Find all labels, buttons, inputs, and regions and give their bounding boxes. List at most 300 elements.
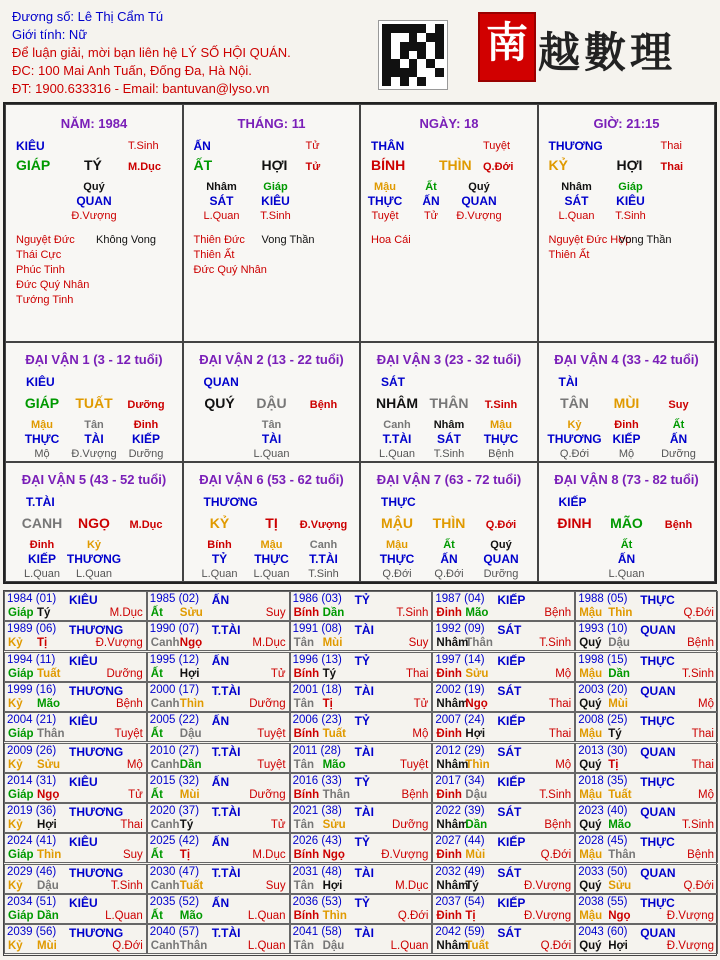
year-label: 1994 (11) (7, 653, 56, 666)
year-stage: L.Quan (247, 910, 286, 922)
year-label: 2013 (30) (578, 744, 628, 757)
pillar-cell[interactable] (183, 104, 361, 342)
year-branch: Mùi (608, 697, 628, 710)
pillar-stage: Tử (305, 161, 321, 173)
year-cell[interactable] (432, 894, 575, 924)
star-item: Thái Cực (16, 249, 62, 261)
dai-van-stage: T.Sinh (484, 399, 518, 411)
hidden-stage: L.Quan (75, 568, 113, 580)
year-god: THƯƠNG (69, 926, 124, 941)
year-label: 1993 (10) (578, 623, 628, 636)
year-stem: Mậu (579, 910, 603, 922)
year-god: TÀI (354, 805, 374, 820)
year-stem: Nhâm (436, 637, 469, 650)
hidden-stage: L.Quan (608, 568, 645, 580)
year-label: 1984 (01) (7, 593, 57, 605)
year-stem: Ất (150, 849, 163, 862)
year-god: TÀI (354, 865, 374, 880)
pillar-cell[interactable] (538, 104, 716, 342)
year-branch: Sửu (179, 607, 203, 619)
year-god: TÀI (354, 683, 374, 698)
star-item: Đức Quý Nhân (16, 279, 90, 291)
year-branch: Mùi (37, 940, 57, 953)
hidden-god: TỶ (211, 552, 228, 566)
hidden-stem: Mậu (386, 539, 408, 551)
hidden-god: KIÊU (261, 194, 290, 208)
year-cell[interactable] (432, 682, 575, 712)
year-stem: Kỷ (8, 819, 23, 832)
year-label: 2009 (26) (7, 744, 57, 757)
year-branch: Mùi (322, 637, 343, 650)
year-cell[interactable] (4, 743, 147, 773)
qr-module (382, 42, 391, 51)
year-cell[interactable] (432, 743, 575, 773)
hidden-stem: Đinh (614, 419, 639, 431)
year-cell[interactable] (432, 712, 575, 742)
year-stem: Đinh (436, 728, 462, 741)
year-cell[interactable] (147, 743, 290, 773)
year-branch: Tị (608, 758, 619, 771)
year-cell[interactable] (575, 621, 718, 651)
hidden-god: THƯƠNG (547, 432, 602, 446)
year-cell[interactable] (290, 652, 433, 682)
pillar-stem: ẤT (193, 157, 213, 173)
pillar-cell[interactable] (360, 104, 538, 342)
year-cell[interactable] (147, 591, 290, 621)
year-stem: Bính (293, 910, 320, 922)
year-cell[interactable] (290, 773, 433, 803)
qr-module (426, 51, 435, 60)
year-cell[interactable] (432, 773, 575, 803)
year-stage: Bệnh (687, 637, 714, 650)
year-god: ẤN (211, 774, 230, 789)
year-cell[interactable] (147, 712, 290, 742)
year-stem: Nhâm (436, 879, 469, 892)
year-cell[interactable] (432, 591, 575, 621)
year-stem: Mậu (579, 849, 603, 862)
hidden-stage: Dưỡng (128, 448, 164, 460)
year-stem: Giáp (8, 910, 34, 922)
hidden-stage: T.Sinh (308, 568, 339, 580)
year-stem: Giáp (8, 667, 34, 680)
dai-van-cell[interactable] (538, 342, 716, 462)
dai-van-stage: Dưỡng (127, 399, 165, 411)
year-label: 2024 (41) (7, 835, 57, 848)
year-stem: Đinh (436, 667, 462, 680)
year-god: TỶ (354, 593, 370, 607)
hidden-god: T.TÀI (309, 552, 338, 566)
hidden-stage: Đ.Vượng (71, 448, 117, 460)
year-god: TỶ (354, 835, 370, 850)
year-label: 2000 (17) (149, 683, 200, 696)
year-stage: M.Dục (109, 607, 143, 619)
year-cell[interactable] (575, 712, 718, 742)
year-cell[interactable] (575, 894, 718, 924)
qr-module (435, 33, 444, 42)
year-branch: Dần (37, 910, 59, 922)
dai-van-branch: THÌN (432, 515, 466, 531)
dai-van-cell[interactable] (183, 342, 361, 462)
dai-van-title: ĐẠI VẬN 2 (13 - 22 tuổi) (199, 352, 344, 367)
year-cell[interactable] (290, 833, 433, 863)
year-branch: Dần (608, 667, 630, 680)
year-god: ẤN (211, 593, 230, 607)
year-stem: Canh (150, 637, 180, 650)
hidden-god: QUAN (483, 552, 519, 566)
hidden-stem: Đinh (29, 539, 55, 551)
hidden-stem: Tân (261, 419, 282, 431)
year-cell[interactable] (290, 864, 433, 894)
year-label: 2003 (20) (578, 683, 628, 696)
year-cell[interactable] (147, 652, 290, 682)
year-stage: Đ.Vượng (381, 849, 429, 862)
year-god: TỶ (354, 774, 370, 789)
year-branch: Thân (322, 788, 351, 801)
dai-van-cell[interactable] (5, 462, 183, 582)
hidden-stem: Đinh (133, 419, 159, 431)
year-god: THƯƠNG (69, 744, 124, 759)
dai-van-god: T.TÀI (26, 495, 55, 509)
year-cell[interactable] (290, 743, 433, 773)
year-stem: Ất (150, 607, 163, 619)
hidden-stem: Mậu (374, 181, 396, 193)
hidden-stem: Bính (207, 539, 232, 551)
pillar-stage: M.Dục (128, 161, 161, 173)
year-branch: Hợi (37, 819, 57, 832)
year-god: ẤN (211, 714, 230, 729)
year-stem: Nhâm (436, 940, 469, 953)
star-item: Không Vong (96, 234, 156, 246)
qr-module (409, 68, 418, 77)
hidden-stem: Quý (83, 181, 105, 193)
hidden-god: TÀI (261, 432, 282, 446)
dai-van-god: THƯƠNG (203, 495, 258, 509)
year-stage: Q.Đới (683, 607, 714, 619)
year-stem: Tân (293, 758, 315, 771)
year-branch: Dậu (37, 879, 59, 892)
year-god: ẤN (211, 653, 230, 668)
year-stem: Bính (293, 728, 320, 741)
hidden-stage: Bệnh (488, 448, 514, 460)
year-cell[interactable] (432, 833, 575, 863)
year-god: KIÊU (69, 774, 98, 789)
qr-module (400, 77, 409, 86)
year-stage: Thai (120, 819, 143, 832)
year-cell[interactable] (290, 682, 433, 712)
year-branch: Tuất (322, 728, 347, 741)
year-cell[interactable] (4, 833, 147, 863)
gender: Giới tính: Nữ (12, 27, 88, 42)
year-stem: Bính (293, 667, 320, 680)
dai-van-cell[interactable] (360, 342, 538, 462)
year-label: 2041 (58) (292, 926, 342, 939)
pillar-god: KIÊU (16, 139, 45, 153)
year-god: T.TÀI (211, 744, 241, 759)
year-god: THƯƠNG (69, 865, 124, 880)
year-stem: Đinh (436, 607, 462, 619)
year-stem: Đinh (436, 910, 462, 922)
pillar-stage: Thai (660, 161, 684, 173)
year-cell[interactable] (147, 621, 290, 651)
hidden-stage: Đ.Vượng (456, 210, 502, 222)
year-cell[interactable] (432, 803, 575, 833)
qr-module (409, 59, 418, 68)
year-branch: Dậu (608, 637, 630, 650)
hidden-stage: L.Quan (253, 448, 290, 460)
qr-module (417, 68, 426, 77)
dai-van-stage: M.Dục (129, 519, 163, 531)
year-label: 2004 (21) (7, 714, 57, 727)
year-branch: Tị (37, 637, 48, 650)
year-branch: Hợi (465, 728, 486, 741)
pillar-stem: GIÁP (16, 157, 51, 173)
year-branch: Tuất (608, 788, 632, 801)
year-branch: Dậu (179, 728, 202, 741)
year-branch: Thân (608, 849, 636, 862)
year-cell[interactable] (290, 621, 433, 651)
dai-van-stem: QUÝ (204, 395, 235, 411)
year-cell[interactable] (147, 833, 290, 863)
qr-module (400, 42, 409, 51)
year-cell[interactable] (290, 803, 433, 833)
year-god: SÁT (497, 865, 522, 880)
dai-van-cell[interactable] (538, 462, 716, 582)
year-cell[interactable] (290, 712, 433, 742)
year-label: 2028 (45) (578, 835, 628, 848)
year-label: 2032 (49) (435, 865, 485, 878)
year-god: THỰC (640, 653, 675, 668)
year-cell[interactable] (4, 894, 147, 924)
pillar-stage: Q.Đới (483, 161, 514, 173)
dai-van-branch: MÙI (613, 395, 640, 411)
hidden-stem: Tân (84, 419, 104, 431)
year-god: QUAN (640, 865, 676, 880)
year-stage: Tử (128, 788, 143, 801)
hidden-stage: L.Quan (201, 568, 238, 580)
year-stage: Suy (122, 849, 143, 862)
year-stage: Tử (270, 667, 286, 680)
year-cell[interactable] (4, 803, 147, 833)
year-cell[interactable] (575, 924, 718, 954)
dai-van-cell[interactable] (183, 462, 361, 582)
contact-note: Để luận giải, mời bạn liên hệ LÝ SỐ HỘI QUÁN. (12, 45, 291, 60)
dai-van-god: SÁT (381, 375, 405, 389)
year-god: QUAN (640, 683, 676, 698)
year-stem: Canh (150, 940, 180, 953)
year-stage: Mộ (555, 758, 572, 771)
pillar-stage-top: Thai (660, 140, 682, 152)
year-branch: Tuất (465, 940, 489, 953)
qr-module (391, 77, 400, 86)
year-label: 2026 (43) (292, 835, 342, 848)
year-god: KIÊU (69, 896, 98, 910)
year-branch: Tị (465, 910, 476, 922)
hidden-god: ẤN (440, 552, 458, 566)
year-god: QUAN (640, 805, 676, 820)
year-stage: L.Quan (105, 910, 143, 922)
year-stage: Đ.Vượng (95, 637, 143, 650)
dai-van-god: KIẾP (558, 495, 587, 509)
dai-van-branch: DẬU (256, 395, 287, 411)
qr-module (382, 51, 391, 60)
year-cell[interactable] (290, 894, 433, 924)
hidden-stem: Ất (672, 419, 685, 431)
hidden-god: SÁT (209, 194, 234, 208)
hidden-god: THƯƠNG (66, 552, 122, 566)
year-label: 2010 (27) (149, 744, 200, 757)
year-stem: Bính (293, 849, 320, 862)
hidden-god: KIẾP (612, 432, 641, 446)
qr-code-icon[interactable] (378, 20, 448, 90)
dai-van-title: ĐẠI VẬN 4 (33 - 42 tuổi) (554, 352, 699, 367)
year-cell[interactable] (4, 773, 147, 803)
dai-van-branch: TUẤT (75, 395, 113, 411)
qr-module (435, 24, 444, 33)
year-cell[interactable] (4, 924, 147, 954)
chart-grid (3, 102, 717, 584)
dai-van-stage: Bệnh (664, 519, 693, 531)
year-label: 2015 (32) (149, 774, 200, 787)
year-cell[interactable] (4, 712, 147, 742)
qr-module (417, 33, 426, 42)
year-branch: Dần (322, 607, 345, 619)
year-stem: Đinh (436, 849, 462, 862)
pillar-god: THƯƠNG (548, 139, 603, 153)
hidden-god: KIẾP (27, 552, 57, 566)
dai-van-branch: TỊ (265, 515, 278, 531)
year-stage: T.Sinh (396, 607, 429, 619)
year-stem: Quý (579, 637, 602, 650)
header-info (12, 8, 312, 98)
year-stem: Quý (579, 819, 602, 832)
qr-module (426, 42, 435, 51)
year-stage: L.Quan (247, 940, 286, 953)
year-god: TỶ (354, 714, 370, 729)
year-branch: Sửu (608, 879, 632, 892)
pillar-cell[interactable] (5, 104, 183, 342)
year-branch: Mão (465, 607, 489, 619)
year-cell[interactable] (147, 773, 290, 803)
year-branch: Ngọ (608, 910, 631, 922)
year-label: 2043 (60) (578, 926, 628, 939)
year-cell[interactable] (575, 803, 718, 833)
year-cell[interactable] (147, 682, 290, 712)
year-label: 1992 (09) (435, 623, 485, 636)
year-cell[interactable] (575, 773, 718, 803)
pillar-branch: HỢI (261, 157, 288, 173)
year-stage: Dưỡng (249, 697, 286, 710)
qr-module (417, 51, 426, 60)
year-cell[interactable] (575, 864, 718, 894)
year-branch: Tuất (179, 879, 204, 892)
year-branch: Tý (179, 819, 194, 832)
year-stage: Q.Đới (397, 910, 429, 922)
year-stage: Thai (548, 728, 572, 741)
year-cell[interactable] (4, 621, 147, 651)
year-god: KIẾP (497, 835, 526, 850)
year-cell[interactable] (432, 864, 575, 894)
qr-module (409, 77, 418, 86)
year-cell[interactable] (575, 591, 718, 621)
dai-van-title: ĐẠI VẬN 7 (63 - 72 tuổi) (376, 472, 522, 487)
year-cell[interactable] (575, 682, 718, 712)
pillar-god: ẤN (193, 139, 211, 153)
year-stage: Suy (265, 607, 286, 619)
year-stem: Quý (579, 697, 602, 710)
year-god: ẤN (211, 896, 230, 910)
year-branch: Tý (465, 879, 479, 892)
year-cell[interactable] (575, 833, 718, 863)
year-cell[interactable] (432, 621, 575, 651)
year-stem: Tân (293, 637, 315, 650)
qr-module (435, 51, 444, 60)
year-cell[interactable] (290, 924, 433, 954)
year-stage: Mộ (555, 667, 572, 680)
year-branch: Mão (322, 758, 346, 771)
hidden-stage: Đ.Vượng (71, 210, 117, 222)
dai-van-cell[interactable] (360, 462, 538, 582)
hidden-god: THỰC (254, 552, 289, 566)
hidden-stem: Quý (468, 181, 490, 193)
year-stem: Canh (150, 758, 180, 771)
year-cell[interactable] (4, 591, 147, 621)
year-label: 2038 (55) (578, 896, 628, 908)
year-cell[interactable] (575, 652, 718, 682)
year-cell[interactable] (432, 924, 575, 954)
year-cell[interactable] (147, 924, 290, 954)
qr-module (435, 59, 444, 68)
dai-van-stage: Q.Đới (485, 519, 517, 531)
dai-van-stage: Bệnh (309, 399, 338, 411)
dai-van-branch: THÂN (429, 395, 469, 411)
star-item: Vong Thần (261, 234, 315, 246)
year-stem: Giáp (8, 728, 34, 741)
year-branch: Dậu (322, 940, 345, 953)
year-label: 2025 (42) (149, 835, 200, 848)
year-cell[interactable] (147, 864, 290, 894)
year-stem: Kỷ (8, 758, 23, 771)
year-branch: Mão (179, 910, 203, 922)
year-label: 1998 (15) (578, 653, 628, 666)
year-stage: Suy (265, 879, 286, 892)
qr-module (391, 59, 400, 68)
year-label: 1985 (02) (149, 593, 200, 605)
year-cell[interactable] (432, 652, 575, 682)
year-god: THỰC (640, 714, 675, 729)
year-label: 2002 (19) (435, 683, 485, 696)
year-cell[interactable] (290, 591, 433, 621)
star-item: Hoa Cái (371, 234, 411, 246)
hidden-stem: Ất (443, 539, 455, 551)
year-cell[interactable] (4, 682, 147, 712)
year-label: 1989 (06) (7, 623, 57, 636)
year-cell[interactable] (147, 894, 290, 924)
dai-van-cell[interactable] (5, 342, 183, 462)
year-stage: T.Sinh (539, 637, 572, 650)
year-stem: Mậu (579, 667, 603, 680)
year-cell[interactable] (4, 652, 147, 682)
year-cell[interactable] (4, 864, 147, 894)
year-label: 2036 (53) (292, 896, 342, 908)
year-god: THỰC (640, 593, 675, 607)
hidden-stage: L.Quan (23, 568, 61, 580)
dai-van-stage: Đ.Vượng (299, 519, 348, 531)
pillar-stem: BÍNH (371, 157, 406, 173)
hidden-stem: Giáp (618, 181, 643, 193)
year-cell[interactable] (575, 743, 718, 773)
year-cell[interactable] (147, 803, 290, 833)
hidden-god: KIÊU (616, 194, 645, 208)
